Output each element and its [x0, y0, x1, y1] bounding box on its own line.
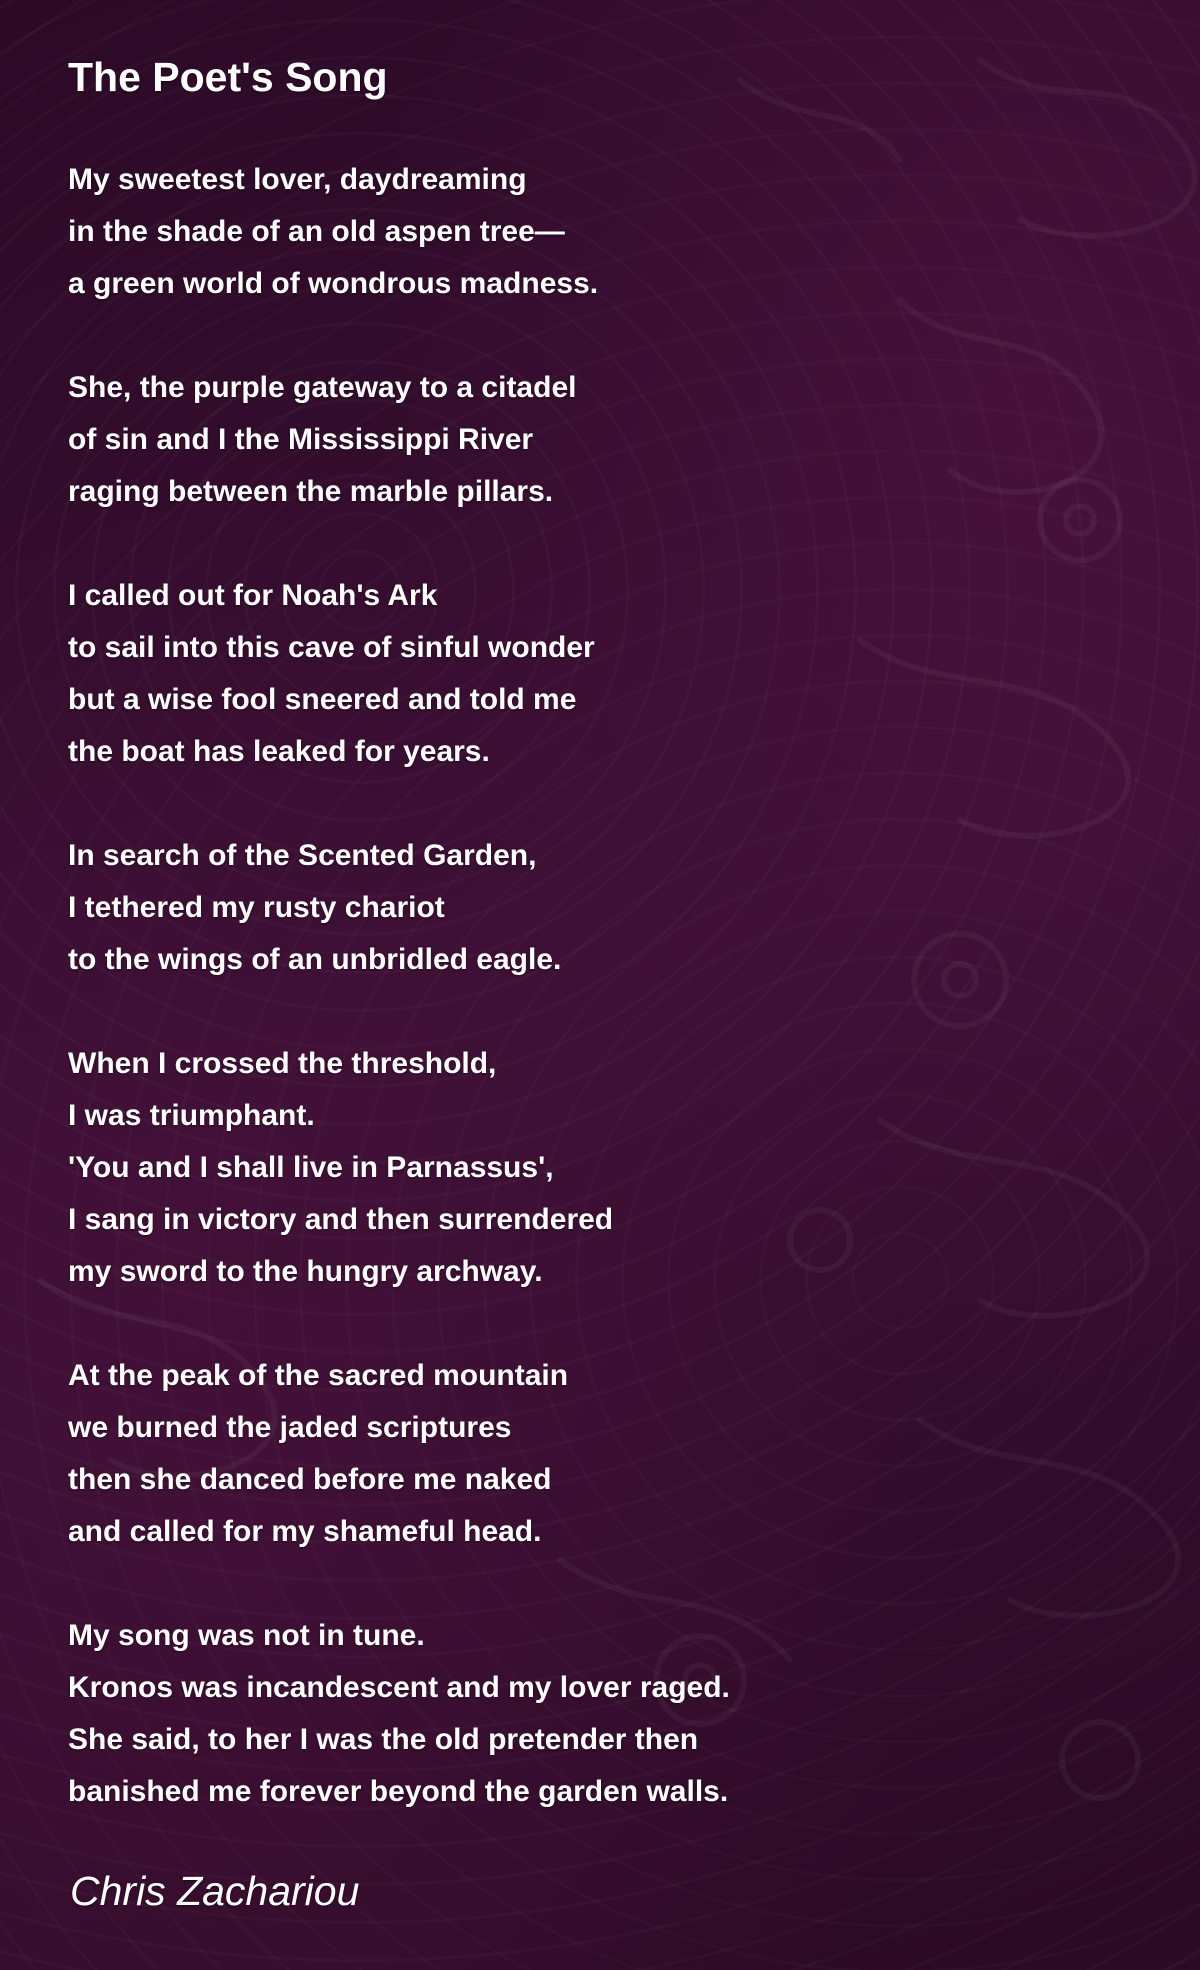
- stanza: [68, 1038, 1148, 1298]
- poem-line: we burned the jaded scriptures: [68, 1411, 512, 1444]
- stanza: [68, 830, 1148, 986]
- poem-line: but a wise fool sneered and told me: [68, 683, 577, 716]
- poem-line: When I crossed the threshold,: [68, 1047, 497, 1080]
- poem-line: In search of the Scented Garden,: [68, 839, 537, 872]
- poem-title: The Poet's Song: [68, 54, 388, 100]
- poem-line: banished me forever beyond the garden walls.: [68, 1775, 729, 1808]
- stanza: [68, 570, 1148, 778]
- poem-line: a green world of wondrous madness.: [68, 267, 599, 300]
- poem-line: At the peak of the sacred mountain: [68, 1359, 569, 1392]
- poem-line: She, the purple gateway to a citadel: [68, 371, 577, 404]
- poem-line: I was triumphant.: [68, 1099, 315, 1132]
- poem-line: Kronos was incandescent and my lover raged.: [68, 1671, 730, 1704]
- poem-line: the boat has leaked for years.: [68, 735, 490, 768]
- poem-card: [68, 52, 1148, 1870]
- poem-line: She said, to her I was the old pretender then: [68, 1723, 699, 1756]
- poem-line: I sang in victory and then surrendered: [68, 1203, 614, 1236]
- poem-line: and called for my shameful head.: [68, 1515, 542, 1548]
- poem-line: then she danced before me naked: [68, 1463, 552, 1496]
- poet-name: Chris Zachariou: [70, 1868, 360, 1914]
- stanza: [68, 362, 1148, 518]
- poem-line: My song was not in tune.: [68, 1619, 425, 1652]
- poem-line: My sweetest lover, daydreaming: [68, 163, 527, 196]
- poem-line: 'You and I shall live in Parnassus',: [68, 1151, 554, 1184]
- poem-line: of sin and I the Mississippi River: [68, 423, 534, 456]
- poem-line: in the shade of an old aspen tree—: [68, 215, 565, 248]
- poem-body: [68, 154, 1148, 1818]
- poem-line: raging between the marble pillars.: [68, 475, 554, 508]
- stanza: [68, 1350, 1148, 1558]
- poem-line: to sail into this cave of sinful wonder: [68, 631, 595, 664]
- poem-line: I called out for Noah's Ark: [68, 579, 438, 612]
- stanza: [68, 154, 1148, 310]
- poem-line: I tethered my rusty chariot: [68, 891, 445, 924]
- poem-line: my sword to the hungry archway.: [68, 1255, 543, 1288]
- poem-line: to the wings of an unbridled eagle.: [68, 943, 562, 976]
- stanza: [68, 1610, 1148, 1818]
